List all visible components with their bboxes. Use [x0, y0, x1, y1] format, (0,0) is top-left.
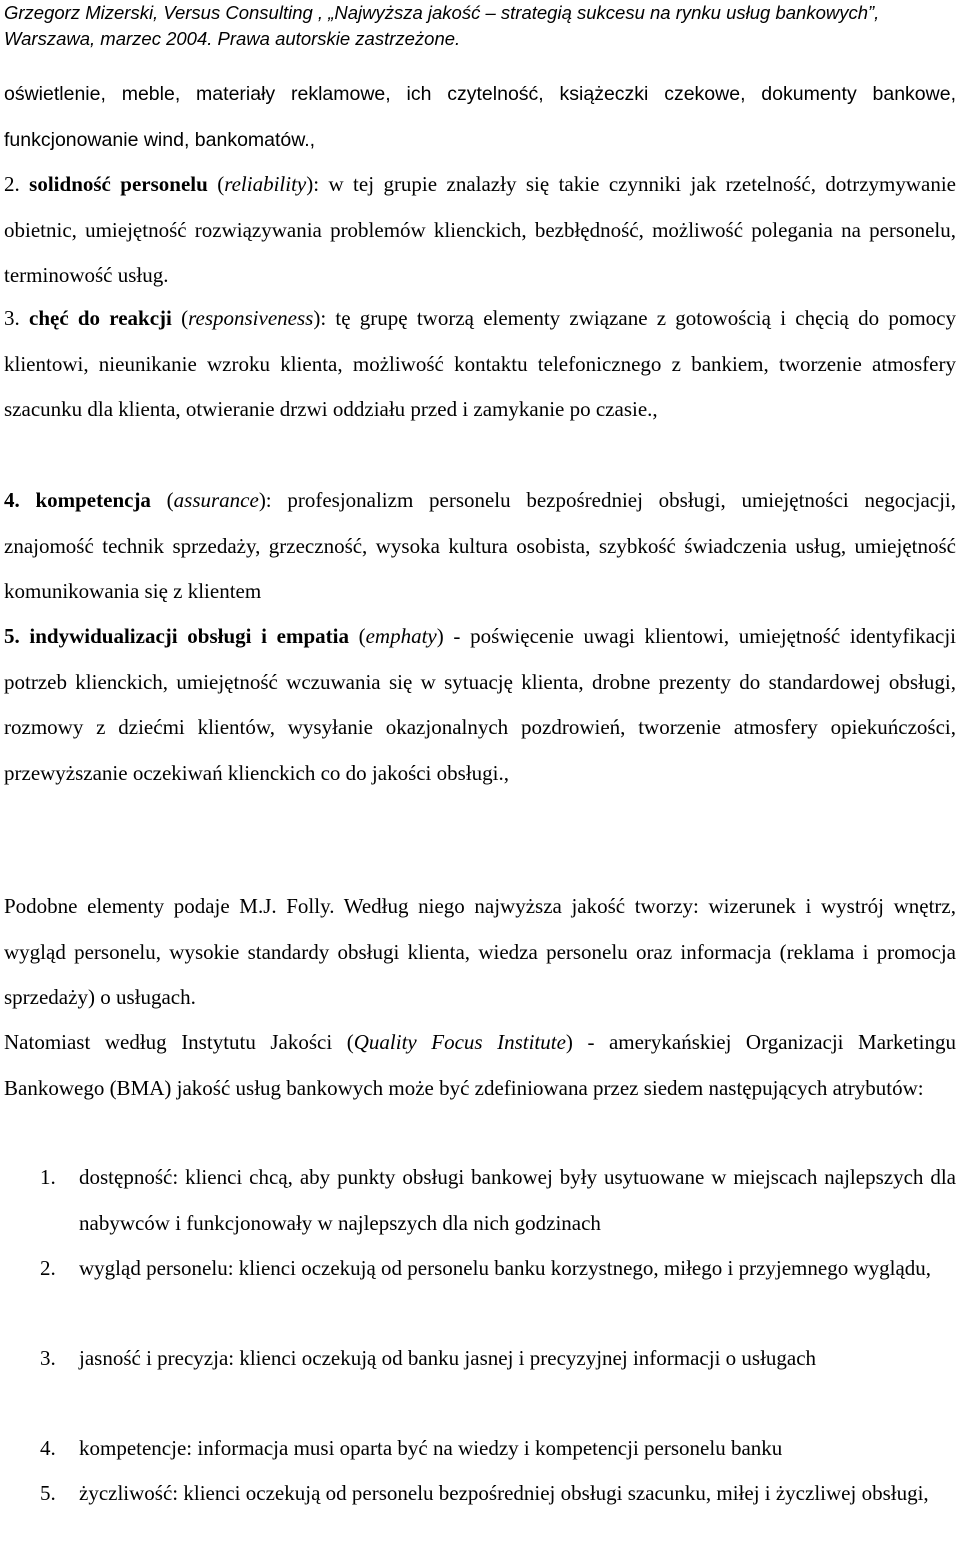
list-text: wygląd personelu: klienci oczekują od personelu banku korzystnego, miłego i przyjemnego wyglądu, [79, 1256, 932, 1280]
institute-name-en: Quality Focus Institute [353, 1030, 566, 1054]
attribute-list-item-4 [4, 1426, 956, 1472]
item-description: ): w tej grupie znalazły się takie czynniki jak rzetelność, dotrzymywanie obietnic, umiejętność rozwiązywania problemów klienckich, bezbłędność, możliwość polegania na personelu, terminowość usług. [4, 172, 957, 287]
list-number: 2. [40, 1256, 56, 1280]
item-term-en: emphaty [365, 624, 437, 648]
paragraph-text-before: Natomiast według Instytutu Jakości ( [4, 1030, 354, 1054]
header-line-1: Grzegorz Mizerski, Versus Consulting , „Najwyższa jakość – strategią sukcesu na rynku usług bankowych”, [4, 2, 880, 23]
item-term-en: assurance [173, 488, 259, 512]
item-number: 4. [4, 488, 20, 512]
paragraph-item-2-reliability [4, 162, 956, 299]
attribute-list-item-5 [4, 1471, 956, 1517]
list-number: 1. [40, 1165, 56, 1189]
item-description: ): tę grupę tworzą elementy związane z gotowością i chęcią do pomocy klientowi, nieunikanie wzroku klienta, możliwość kontaktu telefonicznego z bankiem, tworzenie atmosfery szacunku dla klienta, otwieranie drzwi oddziału przed i zamykanie po czasie., [4, 306, 957, 421]
item-term: indywidualizacji obsługi i empatia [29, 624, 349, 648]
paren-open: ( [171, 306, 189, 330]
paragraph-quality-focus-institute [4, 1020, 956, 1111]
list-text: kompetencje: informacja musi oparta być na wiedzy i kompetencji personelu banku [79, 1436, 783, 1460]
list-text: jasność i precyzja: klienci oczekują od banku jasnej i precyzyjnej informacji o usługach [79, 1346, 817, 1370]
paragraph-item-1-continuation [4, 72, 956, 163]
item-term: solidność personelu [29, 172, 208, 196]
item-number: 2. [4, 172, 20, 196]
paragraph-item-5-empathy [4, 614, 956, 796]
paren-open: ( [348, 624, 366, 648]
page-header [4, 0, 954, 52]
item-description: ) - poświęcenie uwagi klientowi, umiejętność identyfikacji potrzeb klienckich, umiejętność wczuwania się w sytuację klienta, drobne prezenty do standardowej obsługi, rozmowy z dziećmi klientów, wysyłanie okazjonalnych pozdrowień, tworzenie atmosfery opiekuńczości, przewyższanie oczekiwań klienckich co do jakości obsługi., [4, 624, 957, 785]
item-term: kompetencja [35, 488, 151, 512]
paren-open: ( [207, 172, 225, 196]
paragraph-text: oświetlenie, meble, materiały reklamowe, ich czytelność, książeczki czekowe, dokumenty bankowe, funkcjonowanie wind, bankomatów., [4, 83, 956, 151]
attribute-list-item-2 [4, 1246, 956, 1292]
attribute-list-item-3 [4, 1336, 956, 1382]
paragraph-text-after: ) - amerykańskiej Organizacji Marketingu Bankowego (BMA) jakość usług bankowych może być zdefiniowana przez siedem następujących atrybutów: [4, 1030, 957, 1100]
list-text: życzliwość: klienci oczekują od personelu bezpośredniej obsługi szacunku, miłej i życzliwej obsługi, [79, 1481, 929, 1505]
item-number: 3. [4, 306, 20, 330]
paragraph-item-4-assurance [4, 478, 956, 615]
item-term-en: reliability [224, 172, 307, 196]
list-text: dostępność: klienci chcą, aby punkty obsługi bankowej były usytuowane w miejscach najlepszych dla nabywców i funkcjonowały w najlepszych dla nich godzinach [79, 1165, 956, 1235]
list-number: 4. [40, 1436, 56, 1460]
item-term: chęć do reakcji [29, 306, 172, 330]
list-number: 5. [40, 1481, 56, 1505]
header-line-2: Warszawa, marzec 2004. Prawa autorskie zastrzeżone. [4, 28, 461, 49]
item-term-en: responsiveness [188, 306, 314, 330]
paren-open: ( [150, 488, 174, 512]
list-number: 3. [40, 1346, 56, 1370]
paragraph-folly [4, 884, 956, 1021]
paragraph-item-3-responsiveness [4, 296, 956, 433]
item-number: 5. [4, 624, 20, 648]
paragraph-text: Podobne elementy podaje M.J. Folly. Według niego najwyższa jakość tworzy: wizerunek i wystrój wnętrz, wygląd personelu, wysokie standardy obsługi klienta, wiedza personelu oraz informacja (reklama i promocja sprzedaży) o usługach. [4, 894, 956, 1009]
item-description: ): profesjonalizm personelu bezpośredniej obsługi, umiejętności negocjacji, znajomość technik sprzedaży, grzeczność, wysoka kultura osobista, szybkość świadczenia usług, umiejętność komunikowania się z klientem [4, 488, 957, 603]
attribute-list-item-1 [4, 1155, 956, 1246]
